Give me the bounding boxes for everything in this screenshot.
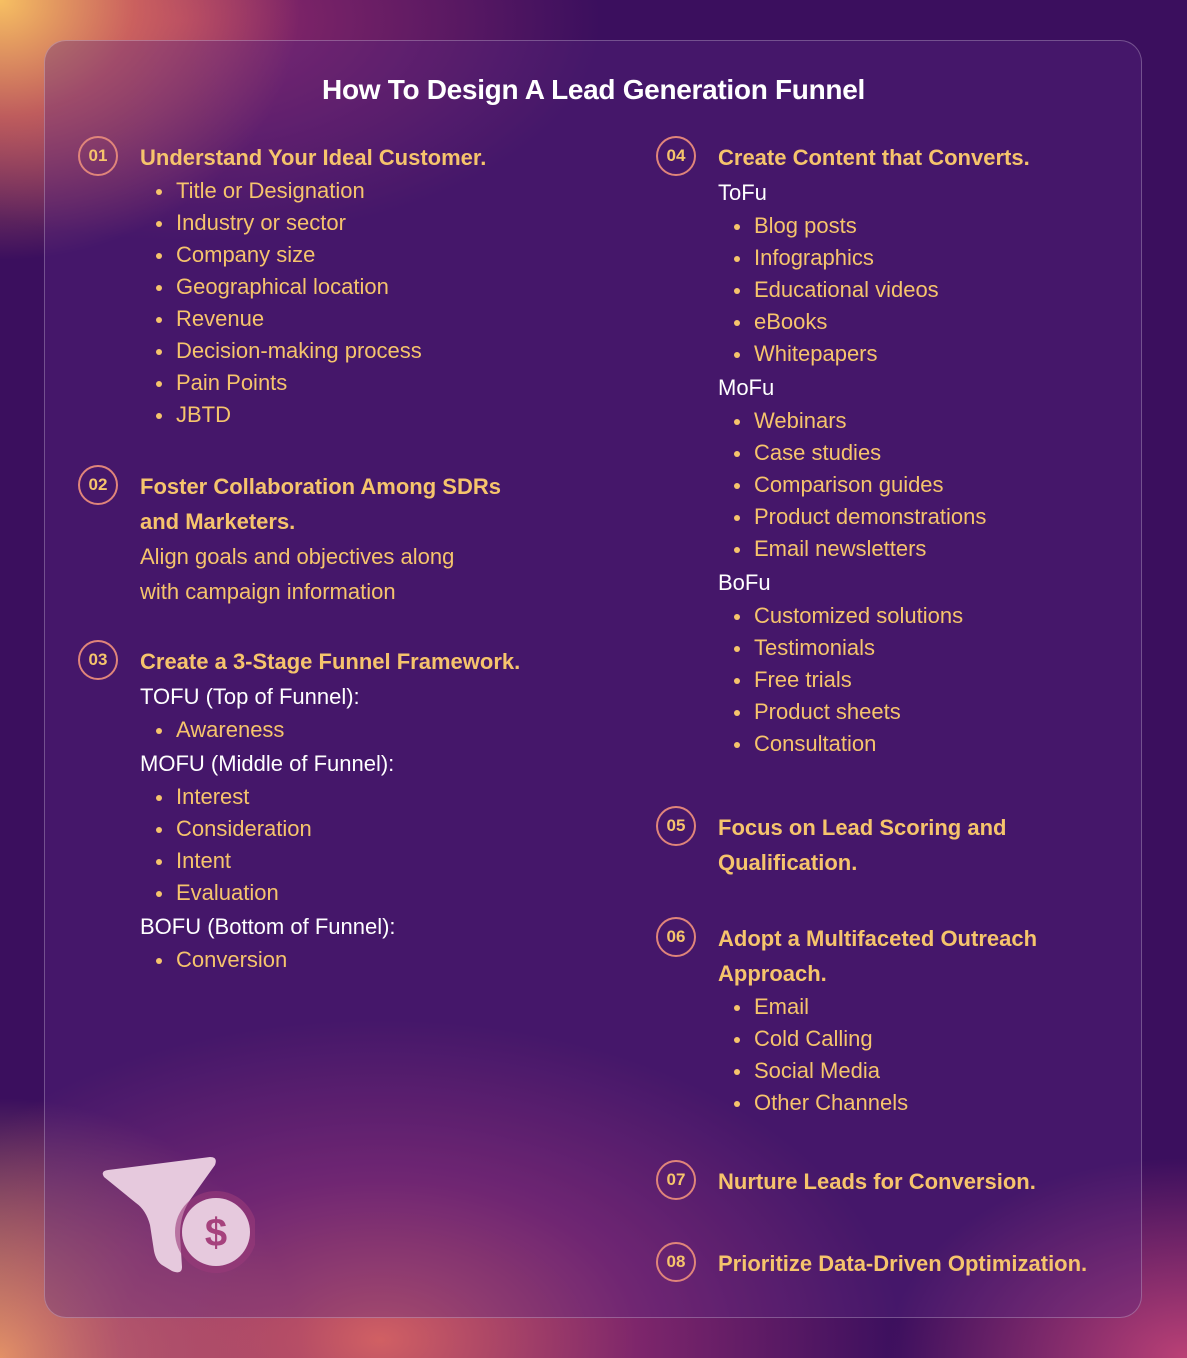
step-number-badge: 07 xyxy=(656,1160,696,1200)
bullet-item: Product demonstrations xyxy=(718,501,1030,533)
step-07 xyxy=(666,1164,1036,1199)
bullet-item: Evaluation xyxy=(140,877,520,909)
step-number-badge: 01 xyxy=(78,136,118,176)
step-description: with campaign information xyxy=(140,579,396,604)
step-heading: Create a 3-Stage Funnel Framework. xyxy=(140,649,521,674)
step-heading: Nurture Leads for Conversion. xyxy=(718,1169,1036,1194)
bullet-item: Free trials xyxy=(718,664,1030,696)
bullet-item: Interest xyxy=(140,781,520,813)
stage-label: MoFu xyxy=(718,375,775,400)
bullet-item: Blog posts xyxy=(718,210,1030,242)
step-04 xyxy=(666,140,1030,760)
step-heading: Qualification. xyxy=(718,850,858,875)
stage-label: BoFu xyxy=(718,570,771,595)
step-08 xyxy=(666,1246,1088,1281)
bullet-item: Product sheets xyxy=(718,696,1030,728)
step-number-badge: 05 xyxy=(656,806,696,846)
page-title: How To Design A Lead Generation Funnel xyxy=(322,74,865,105)
step-heading: Focus on Lead Scoring and xyxy=(718,815,1007,840)
bullet-item: Customized solutions xyxy=(718,600,1030,632)
bullet-item: Webinars xyxy=(718,405,1030,437)
bullet-item: Educational videos xyxy=(718,274,1030,306)
step-01 xyxy=(88,140,487,431)
bullet-item: Consultation xyxy=(718,728,1030,760)
bullet-item: Intent xyxy=(140,845,520,877)
stage-label: MOFU (Middle of Funnel): xyxy=(140,751,395,776)
bullet-item: Decision-making process xyxy=(140,335,486,367)
bullet-item: Geographical location xyxy=(140,271,486,303)
bullet-item: Industry or sector xyxy=(140,207,486,239)
stage-label: BOFU (Bottom of Funnel): xyxy=(140,914,396,939)
bullet-item: Comparison guides xyxy=(718,469,1030,501)
bullet-item: Other Channels xyxy=(718,1087,1037,1119)
bullet-item: Social Media xyxy=(718,1055,1037,1087)
stage-label: TOFU (Top of Funnel): xyxy=(140,684,360,709)
bullet-item: Email xyxy=(718,991,1037,1023)
bullet-item: Awareness xyxy=(140,714,520,746)
bullet-item: Cold Calling xyxy=(718,1023,1037,1055)
bullet-item: Title or Designation xyxy=(140,175,486,207)
step-heading: Foster Collaboration Among SDRs xyxy=(140,474,501,499)
stage-label: ToFu xyxy=(718,180,767,205)
step-number-badge: 08 xyxy=(656,1242,696,1282)
step-03 xyxy=(88,644,521,976)
bullet-item: JBTD xyxy=(140,399,486,431)
step-05 xyxy=(666,810,1007,880)
step-heading: Prioritize Data-Driven Optimization. xyxy=(718,1251,1088,1276)
bullet-item: Email newsletters xyxy=(718,533,1030,565)
step-number-badge: 06 xyxy=(656,917,696,957)
bullet-item: Company size xyxy=(140,239,486,271)
bullet-item: Case studies xyxy=(718,437,1030,469)
step-heading: Adopt a Multifaceted Outreach xyxy=(718,926,1038,951)
bullet-item: Consideration xyxy=(140,813,520,845)
step-number-badge: 02 xyxy=(78,465,118,505)
step-number-badge: 03 xyxy=(78,640,118,680)
step-heading: Create Content that Converts. xyxy=(718,145,1030,170)
step-heading: Understand Your Ideal Customer. xyxy=(140,145,487,170)
step-06 xyxy=(666,921,1038,1119)
funnel-dollar-icon xyxy=(100,1155,255,1280)
step-number-badge: 04 xyxy=(656,136,696,176)
bullet-item: Conversion xyxy=(140,944,520,976)
step-description: Align goals and objectives along xyxy=(140,544,455,569)
bullet-item: Pain Points xyxy=(140,367,486,399)
step-heading: and Marketers. xyxy=(140,509,296,534)
step-02 xyxy=(88,469,501,609)
bullet-item: Testimonials xyxy=(718,632,1030,664)
bullet-item: Revenue xyxy=(140,303,486,335)
bullet-item: eBooks xyxy=(718,306,1030,338)
svg-text:$: $ xyxy=(204,1211,228,1255)
bullet-item: Whitepapers xyxy=(718,338,1030,370)
step-heading: Approach. xyxy=(718,961,827,986)
bullet-item: Infographics xyxy=(718,242,1030,274)
